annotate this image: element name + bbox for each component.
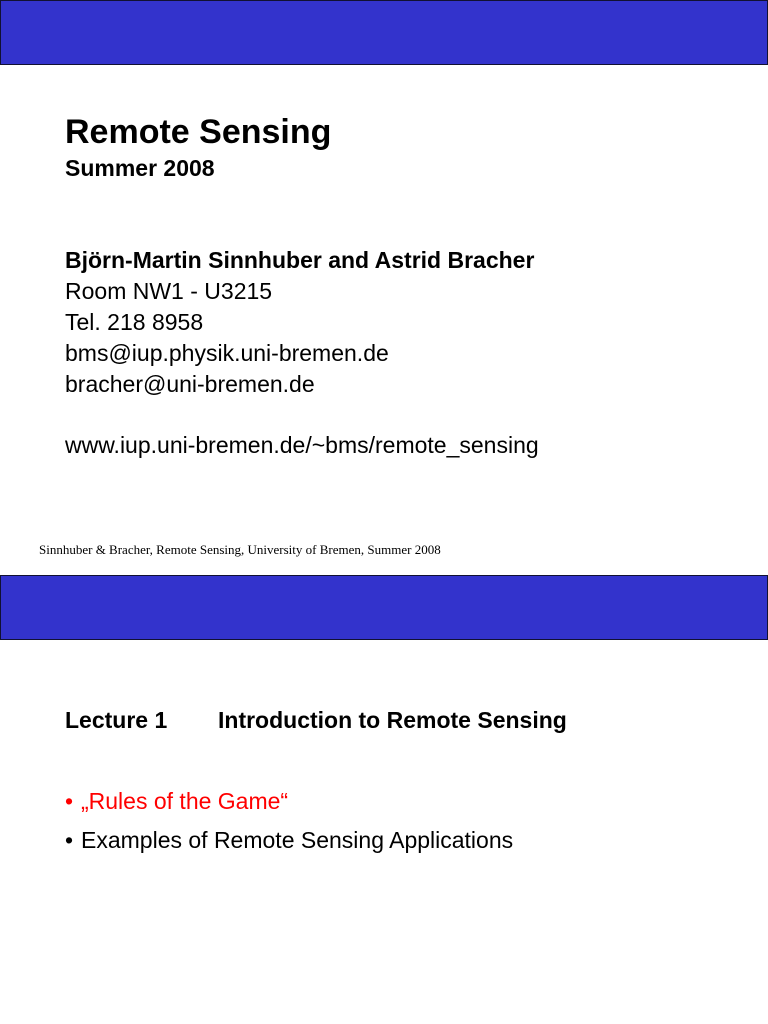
lecture-title: Introduction to Remote Sensing [218,707,567,733]
bullet-text: „Rules of the Game“ [81,788,289,814]
bullet-marker: • [65,788,74,814]
bullet-item [65,825,513,855]
room-number: Room NW1 - U3215 [65,278,273,304]
bullet-text: Examples of Remote Sensing Applications [81,827,514,853]
slide-title-heading: Remote Sensing [65,113,332,151]
email-address-1: bms@iup.physik.uni-bremen.de [65,340,389,366]
bullet-marker: • [65,827,74,853]
slide-subtitle: Summer 2008 [65,155,215,181]
website-url: www.iup.uni-bremen.de/~bms/remote_sensing [65,432,539,458]
bullet-item [65,786,288,816]
authors: Björn-Martin Sinnhuber and Astrid Bracher [65,247,535,273]
email-address-2: bracher@uni-bremen.de [65,371,315,397]
slide-lecture-1 [0,575,768,1024]
lecture-number: Lecture 1 [65,707,168,733]
slide-footer: Sinnhuber & Bracher, Remote Sensing, University of Bremen, Summer 2008 [39,542,441,557]
slide-header-bar [0,575,768,640]
lecture-heading [65,705,567,735]
slide-header-bar [0,0,768,65]
phone-number: Tel. 218 8958 [65,309,204,335]
